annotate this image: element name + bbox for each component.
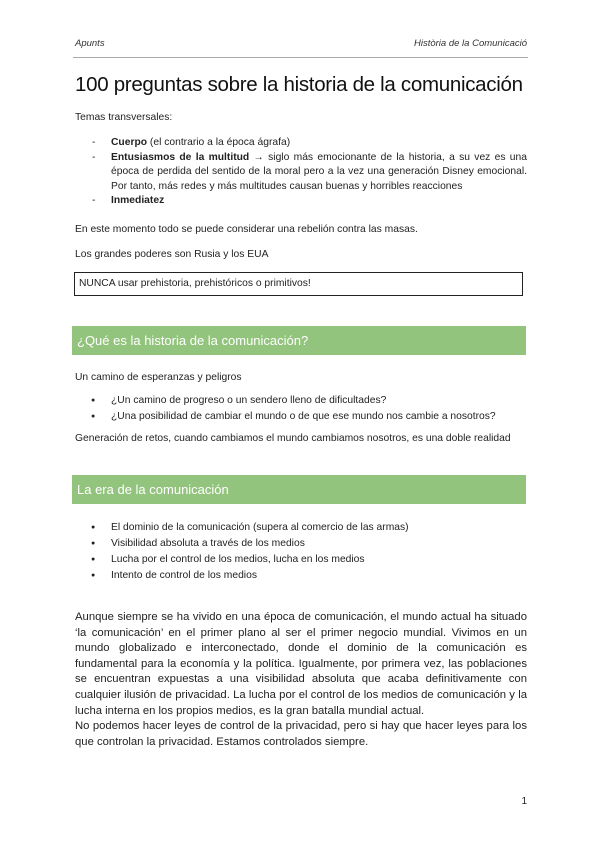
page-number: 1 — [521, 796, 527, 807]
warning-box: NUNCA usar prehistoria, prehistóricos o primitivos! — [74, 272, 523, 296]
bullet-list — [75, 520, 527, 584]
intro-text: Temas transversales: — [75, 112, 173, 123]
list-item: ● Intento de control de los medios — [75, 568, 527, 584]
page-title: 100 preguntas sobre la historia de la comunicación — [75, 73, 523, 96]
theme-item: - Inmediatez — [75, 194, 527, 209]
paragraph: En este momento todo se puede considerar una rebelión contra las masas. — [75, 224, 418, 235]
list-item: ● El dominio de la comunicación (supera al comercio de las armas) — [75, 520, 527, 536]
paragraph: Los grandes poderes son Rusia y los EUA — [75, 249, 269, 260]
section-heading: ¿Qué es la historia de la comunicación? — [72, 326, 526, 355]
theme-item: - Cuerpo (el contrario a la época ágrafa) — [75, 136, 527, 151]
themes-list — [75, 136, 527, 209]
header-left: Apunts — [75, 38, 105, 49]
list-item: ● Lucha por el control de los medios, lucha en los medios — [75, 552, 527, 568]
list-item: ● ¿Una posibilidad de cambiar el mundo o de que ese mundo nos cambie a nosotros? — [75, 409, 527, 425]
paragraph: Generación de retos, cuando cambiamos el mundo cambiamos nosotros, es una doble realidad — [75, 433, 511, 444]
list-item: ● ¿Un camino de progreso o un sendero lleno de dificultades? — [75, 393, 527, 409]
bullet-list — [75, 393, 527, 425]
theme-item: - Entusiasmos de la multitud → siglo más emocionante de la historia, a su vez es una época de perdida del sentido de la moral pero a la vez una generación Disney emocional. Por tanto, más redes y más multitudes causan buenas y horribles reacciones — [75, 151, 527, 195]
list-item: ● Visibilidad absoluta a través de los medios — [75, 536, 527, 552]
section-heading: La era de la comunicación — [72, 475, 526, 504]
paragraph: No podemos hacer leyes de control de la privacidad, pero si hay que hacer leyes para los que controlan la privacidad. Estamos controlados siempre. — [75, 720, 527, 748]
paragraph: Aunque siempre se ha vivido en una época de comunicación, el mundo actual ha situado ‘la comunicación’ en el primer plano al ser el primer negocio mundial. Vivimos en un mundo globalizado e interconectado, donde el dominio de la comunicación es fundamental para la economía y la política. Igualmente, por primera vez, las poblaciones se encuentran expuestas a una visibilidad absoluta que acaba definitivamente con cualquier ilusión de privacidad. La lucha por el control de los medios de comunicación y la lucha interna en los propios medios, es la gran batalla mundial actual. — [75, 611, 527, 717]
header-rule — [73, 57, 528, 58]
paragraph: Un camino de esperanzas y peligros — [75, 372, 242, 383]
body-text — [75, 610, 527, 750]
header-right: Història de la Comunicació — [414, 38, 527, 49]
